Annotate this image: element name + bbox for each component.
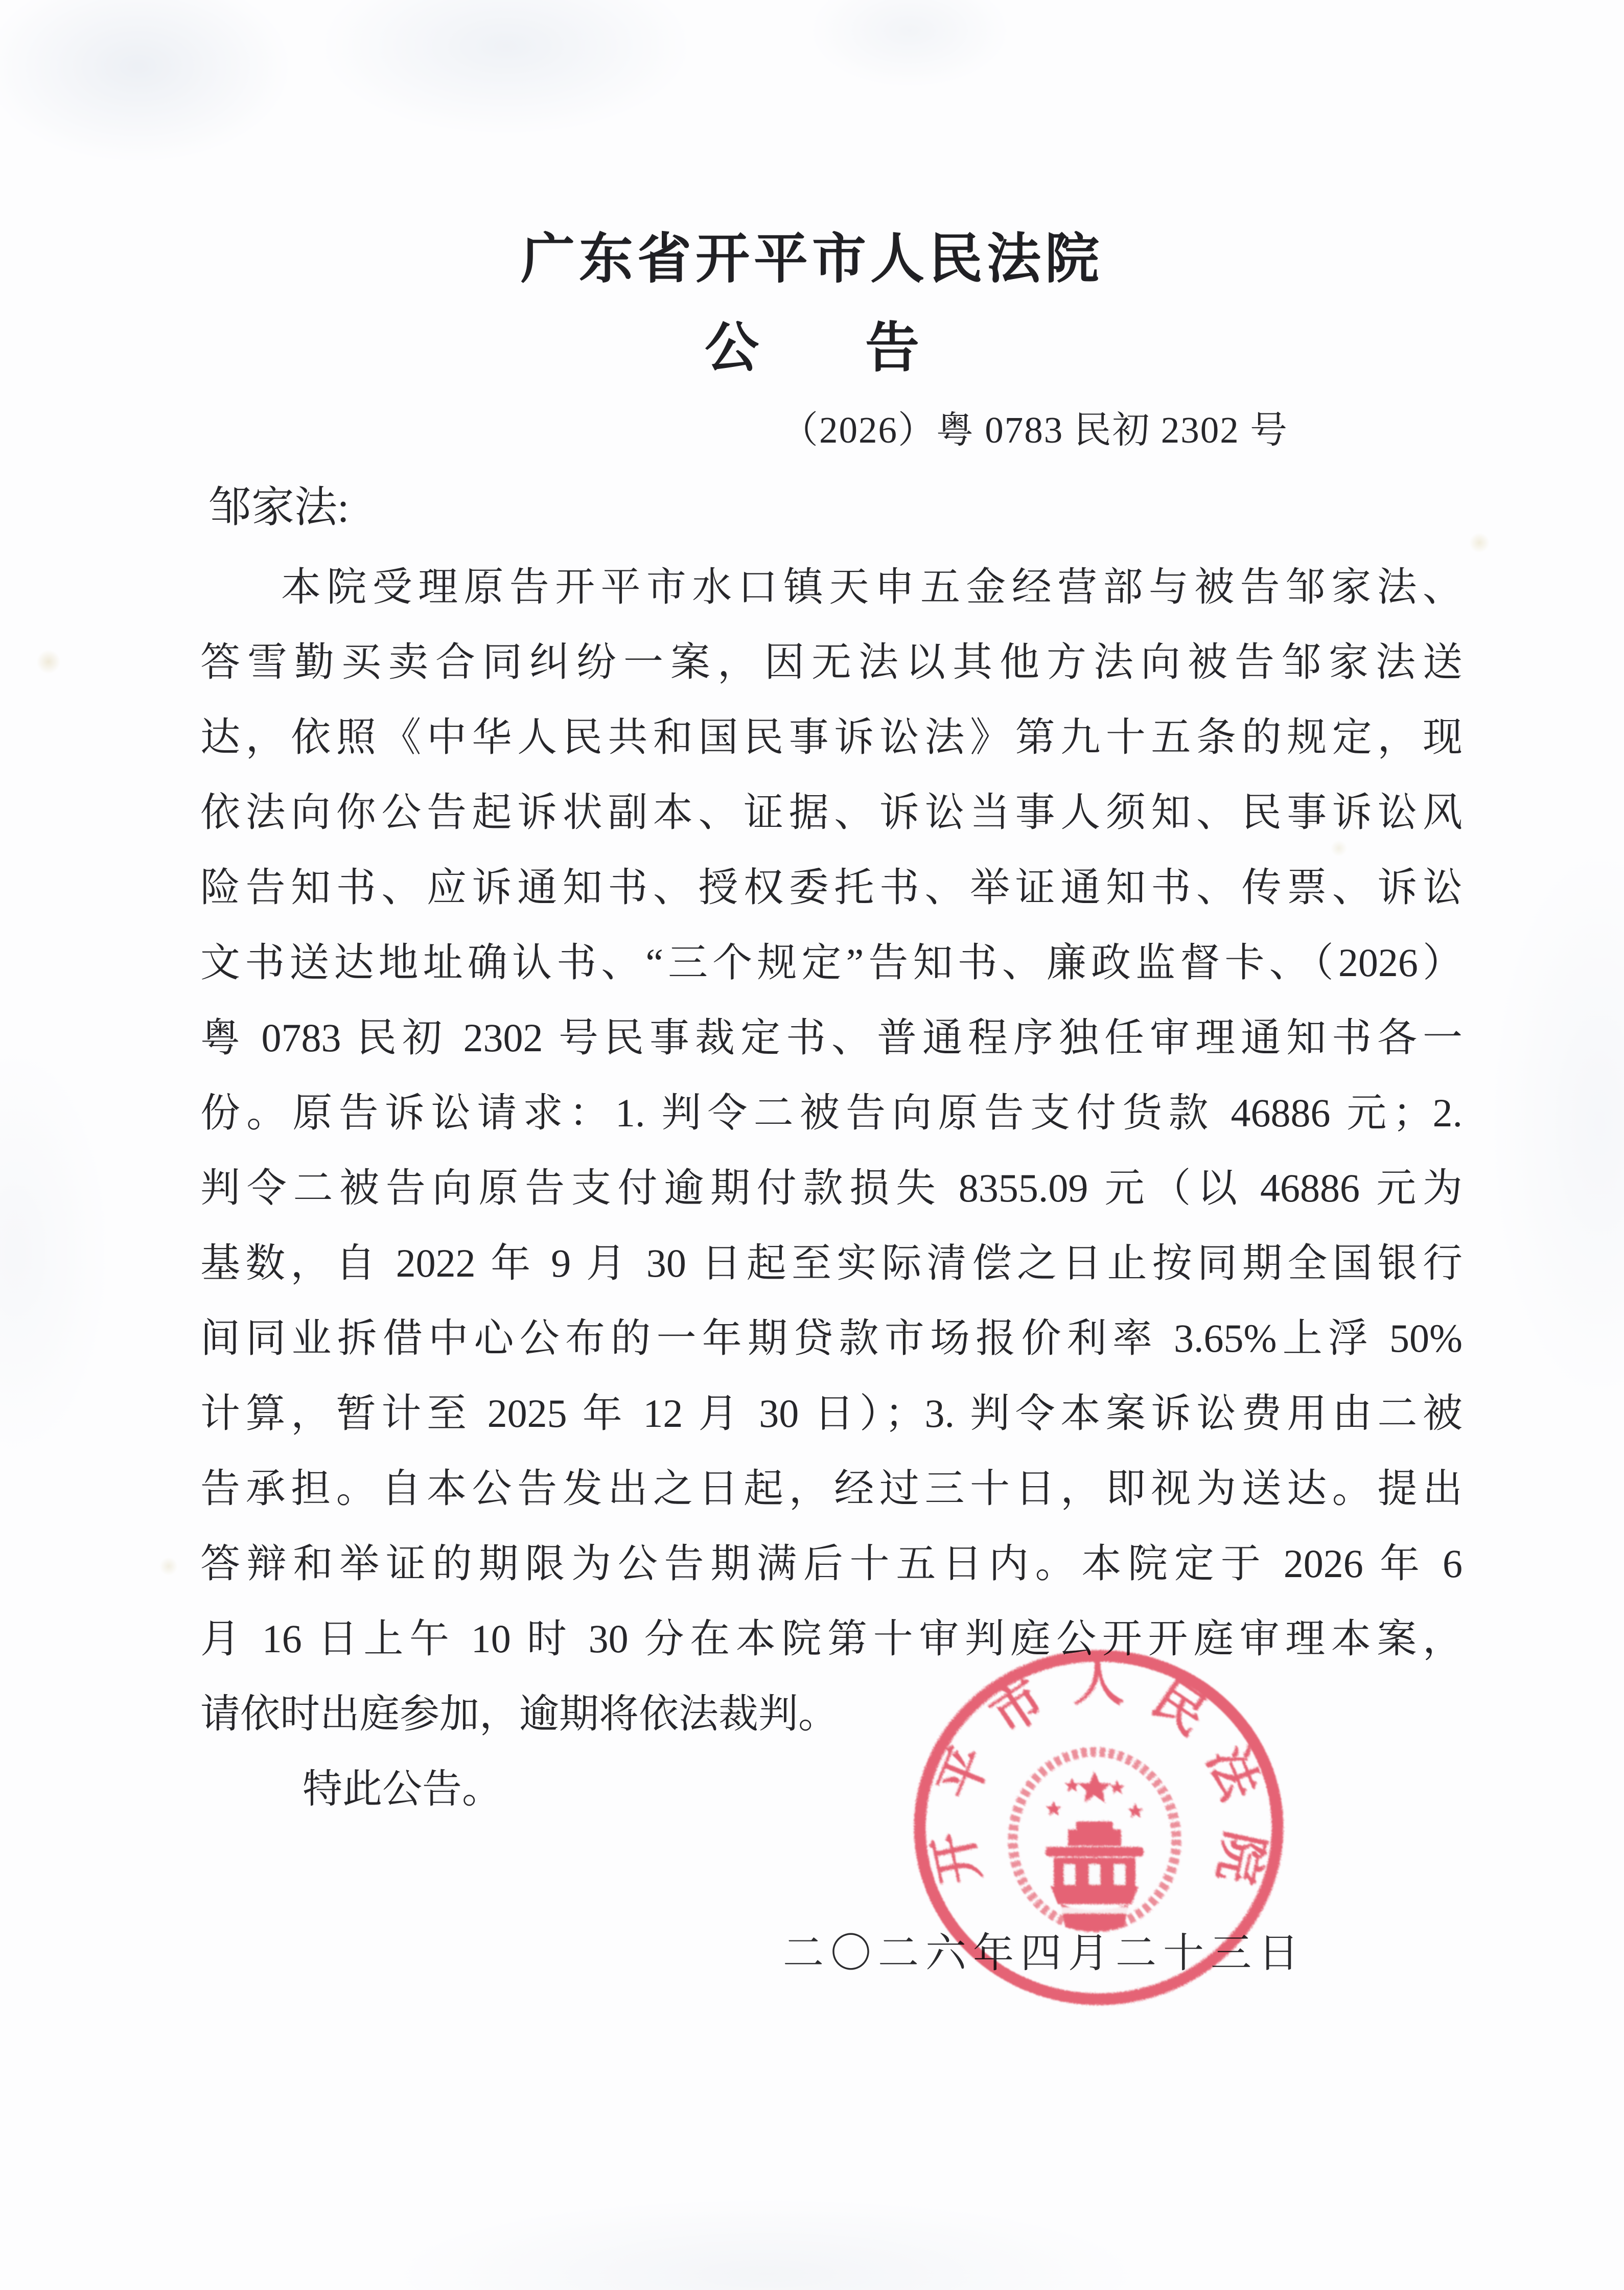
case-number: （2026）粤 0783 民初 2302 号 bbox=[781, 409, 1288, 451]
closing-line: 特此公告。 bbox=[303, 1767, 502, 1811]
seal-arc-char: 平 bbox=[929, 1739, 1001, 1808]
body-line: 本院受理原告开平市水口镇天申五金经营部与被告邹家法、 bbox=[281, 565, 1463, 609]
seal-arc-char: 市 bbox=[981, 1670, 1055, 1746]
body-line: 告承担。自本公告发出之日起，经过三十日，即视为送达。提出 bbox=[200, 1466, 1463, 1511]
body-line: 月 16 日上午 10 时 30 分在本院第十审判庭公开开庭审理本案， bbox=[200, 1616, 1463, 1661]
page-title: 广东省开平市人民法院 bbox=[521, 229, 1103, 289]
small-star-icon bbox=[1046, 1801, 1061, 1816]
body-line: 间同业拆借中心公布的一年期贷款市场报价利率 3.65%上浮 50% bbox=[200, 1316, 1463, 1360]
doc-type-title bbox=[0, 313, 1624, 384]
seal-arc-char: 开 bbox=[924, 1826, 990, 1889]
body-line: 达，依照《中华人民共和国民事诉讼法》第九十五条的规定，现 bbox=[200, 715, 1463, 759]
doc-type-char: 告 bbox=[865, 318, 919, 378]
seal-arc-char: 院 bbox=[1207, 1826, 1273, 1889]
body-line: 粤 0783 民初 2302 号民事裁定书、普通程序独任审理通知书各一 bbox=[200, 1015, 1463, 1060]
body-line: 基数，自 2022 年 9 月 30 日起至实际清偿之日止按同期全国银行 bbox=[200, 1241, 1463, 1285]
seal-arc-char: 人 bbox=[1073, 1654, 1124, 1711]
small-star-icon bbox=[1128, 1803, 1143, 1818]
body-line: 请依时出庭参加，逾期将依法裁判。 bbox=[200, 1692, 839, 1736]
addressee: 邹家法: bbox=[208, 484, 350, 531]
national-emblem-icon bbox=[1013, 1752, 1176, 1931]
date-line: 二〇二六年四月二十三日 bbox=[783, 1931, 1306, 1976]
small-star-icon bbox=[1110, 1780, 1125, 1794]
seal-arc-char: 民 bbox=[1142, 1670, 1217, 1746]
small-star-icon bbox=[1065, 1778, 1080, 1792]
doc-type-char: 公 bbox=[705, 318, 759, 378]
body-line: 份。原告诉讼请求：1. 判令二被告向原告支付货款 46886 元；2. bbox=[200, 1091, 1463, 1135]
body-line: 答辩和举证的期限为公告期满后十五日内。本院定于 2026 年 6 bbox=[200, 1541, 1463, 1586]
big-star-icon bbox=[1078, 1771, 1111, 1803]
body-line: 判令二被告向原告支付逾期付款损失 8355.09 元（以 46886 元为 bbox=[200, 1166, 1463, 1210]
body-line: 险告知书、应诉通知书、授权委托书、举证通知书、传票、诉讼 bbox=[200, 865, 1463, 910]
body-line: 文书送达地址确认书、“三个规定”告知书、廉政监督卡、（2026） bbox=[200, 940, 1463, 985]
body-line: 计算，暂计至 2025 年 12 月 30 日）；3. 判令本案诉讼费用由二被 bbox=[200, 1391, 1463, 1436]
body-line: 答雪勤买卖合同纠纷一案，因无法以其他方法向被告邹家法送 bbox=[200, 640, 1463, 684]
court-seal bbox=[909, 1637, 1289, 2018]
body-paragraph bbox=[200, 549, 1463, 1751]
seal-arc-char: 法 bbox=[1197, 1739, 1269, 1808]
body-line: 依法向你公告起诉状副本、证据、诉讼当事人须知、民事诉讼风 bbox=[200, 790, 1463, 835]
